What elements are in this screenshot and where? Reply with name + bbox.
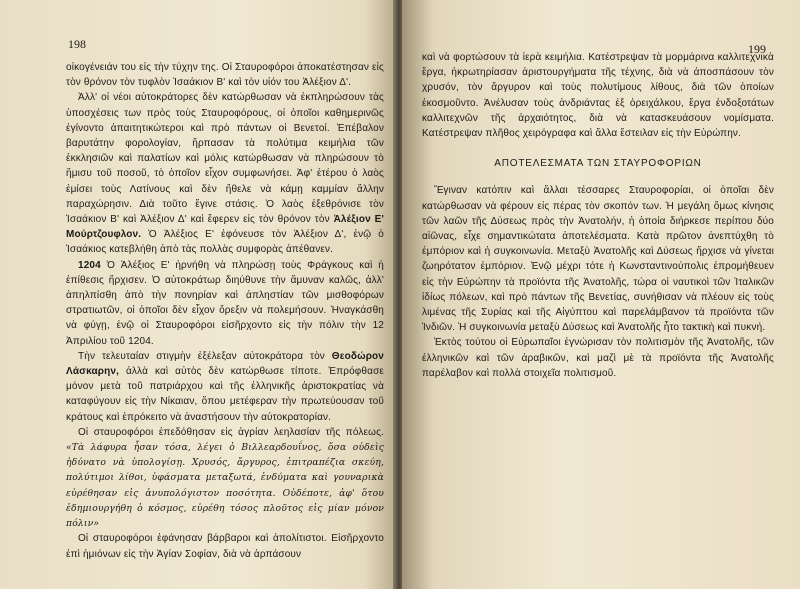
paragraph-text: Ἀλλ' οἱ νέοι αὐτοκράτορες δὲν κατώρθωσαν νὰ ἐκπληρώσουν τὰς ὑποσχέσεις των πρὸς τοὺς Σταυροφόρους, οἱ ὁποῖοι καθημερινῶς ἐγίνοντο ἀπαιτητικώτεροι καὶ πρὸ πάντων οἱ Βενετοί. Ἐπέβαλον βαρυτάτην φορολογίαν, ἥρπασαν τὰ πολύτιμα κειμήλια τῶν ἐκκλησιῶν καὶ παλατίων καὶ μόλις κατώρθωσαν νὰ πληρώσουν τὸ ἥμισυ τοῦ ποσοῦ, τὸ ὁποῖον εἶχον συμφωνήσει. Ἀφ' ἑτέρου ὁ λαὸς ἐμίσει τοὺς Λατίνους καὶ δὲν ἤθελε νὰ κάμῃ καμμίαν ἄλλην παραχώρησιν. Διὰ τοῦτο ἔγινε στάσις. Ὁ λαὸς ἐξεθρόνισε τὸν Ἰσαάκιον Β' καὶ Ἀλέξιον Δ' καὶ ἔφερεν εἰς τὸν θρόνον τὸν <box>66 92 384 226</box>
bold-name: Ἀλέξιον Ε' Μούρτζουφλον. <box>66 214 384 241</box>
left-page-text <box>66 60 384 562</box>
margin-year: 1204 <box>78 259 101 271</box>
paragraph-text: ἀλλὰ καὶ αὐτὸς δὲν κατώρθωσε τίποτε. Ἐπρόφθασε μόνον μετὰ τοῦ πατριάρχου καὶ τῆς ἑλληνικῆς ἀριστοκρατίας νὰ καταφύγουν εἰς τὴν Νίκαιαν, ὅπου μετέφεραν τὴν πρωτεύουσαν τοῦ κράτους καὶ ἐπρόκειτο νὰ ἀναστήσουν τὴν αὐτοκρατορίαν. <box>66 366 384 423</box>
paragraph <box>66 349 384 425</box>
paragraph <box>66 90 384 257</box>
paragraph-text: Οἱ σταυροφόροι ἐπεδόθησαν εἰς ἀγρίαν λεηλασίαν τῆς πόλεως. <box>78 426 384 438</box>
paragraph: καὶ νὰ φορτώσουν τὰ ἱερὰ κειμήλια. Κατέστρεψαν τὰ μορμάρινα καλλιτεχνικὰ ἔργα, ἠκρωτηρίασαν ἀριστουργήματα τῆς τέχνης, διὰ νὰ ἀποσπάσουν τὸν χρυσόν, τὸν ἄργυρον καὶ τοὺς πολυτίμους λίθους, διὰ τῶν ὁποίων ἐκοσμοῦντο. Ἀνέλυσαν τοὺς ἀνδριάντας ἐξ ὀρειχάλκου, ἔργα ἐνδοξοτάτων καλλιτεχνῶν τῆς ἀρχαιότητος, διὰ νὰ κατασκευάσουν νομίσματα. Κατέστρεψαν πλῆθος χειρόγραφα καὶ ἄλλα ἔστειλαν εἰς τὴν Εὐρώπην. <box>422 52 774 140</box>
paragraph: Οἱ σταυροφόροι ἐφάνησαν βάρβαροι καὶ ἀπολίτιστοι. Εἰσῆρχοντο ἐπὶ ἡμιόνων εἰς τὴν Ἁγίαν Σοφίαν, διὰ νὰ ἀρπάσουν <box>66 533 384 560</box>
page-number-left: 198 <box>68 37 86 51</box>
paragraph: Ἐκτὸς τούτου οἱ Εὐρωπαῖοι ἐγνώρισαν τὸν πολιτισμὸν τῆς Ἀνατολῆς, τῶν ἑλληνικῶν καὶ τῶν ἀραβικῶν, καὶ μαζὶ μὲ τὰ προϊόντα τῆς Ἀνατολῆς παρέλαβον καὶ πολλὰ στοιχεῖα πολιτισμοῦ. <box>422 337 774 379</box>
section-heading: ΑΠΟΤΕΛΕΣΜΑΤΑ ΤΩΝ ΣΤΑΥΡΟΦΟΡΙΩΝ <box>494 158 702 170</box>
quotation: «Τὰ λάφυρα ἦσαν τόσα, λέγει ὁ Βιλλεαρδουΐνος, ὅσα οὐδεὶς ἠδύνατο νὰ ὑπολογίσῃ. Χρυσός, ἄργυρος, ἐπιτραπέζια σκεύη, πολύτιμοι λίθοι, ὑφάσματα μεταξωτά, ἐνδύματα καὶ γουναρικὰ εὑρέθησαν εἰς ἀνυπολόγιστον ποσότητα. Οὐδέποτε, ἀφ' ὅτου ἐδημιουργήθη ὁ κόσμος, εὑρέθη τόσος πλοῦτος εἰς μίαν μόνον πόλιν» <box>66 442 384 530</box>
page-number-right: 199 <box>748 42 766 56</box>
bold-name: Θεοδώρον Λάσκαρην, <box>66 350 384 378</box>
paragraph-text: Ὁ Ἀλέξιος Ε' ἐφόνευσε τὸν Ἀλέξιον Δ', ἐνῷ ὁ Ἰσαάκιος κατεβλήθη ἀπὸ τὰς πολλὰς συμφορὰς ἀπέθανεν. <box>66 229 384 256</box>
right-page <box>402 0 800 589</box>
right-page-text <box>422 50 774 381</box>
paragraph <box>66 425 384 531</box>
paragraph: οἰκογένειάν του εἰς τὴν τύχην της. Οἱ Σταυροφόροι ἀποκατέστησαν εἰς τὸν θρόνον τὸν τυφλὸν Ἰσαάκιον Β' καὶ τὸν υἱόν του Ἀλέξιον Δ'. <box>66 62 384 89</box>
paragraph <box>66 258 384 349</box>
paragraph-text: Ὁ Ἀλέξιος Ε' ἠρνήθη νὰ πληρώσῃ τοὺς Φράγκους καὶ ἡ ἐπίθεσις ἤρχισεν. Ὁ αὐτοκράτωρ διηύθυνε τὴν ἄμυναν καλῶς, ἀλλ' ἀπηλπίσθη ἀπὸ τὴν πονηρίαν καὶ ἀπληστίαν τῶν μισθοφόρων στρατιωτῶν, οἱ ὁποῖοι δὲν εἶχον ὄρεξιν νὰ πολεμήσουν. Ἠναγκάσθη νὰ φύγῃ, ἐνῷ οἱ Σταυροφόροι εἰσῆρχοντο εἰς τὴν πόλιν τὴν 12 Ἀπριλίου τοῦ 1204. <box>66 259 384 347</box>
left-page <box>0 0 396 589</box>
paragraph: Ἔγιναν κατόπιν καὶ ἄλλαι τέσσαρες Σταυροφορίαι, οἱ ὁποῖαι δὲν κατώρθωσαν νὰ φέρουν εἰς πέρας τὸν σκοπόν των. Ἡ μεγάλη ὅμως κίνησις τῶν λαῶν τῆς Δύσεως πρὸς τὴν Ἀνατολήν, ἡ ὁποία διήρκεσε περίπου δύο αἰῶνας, εἶχε σημαντικώτατα ἀποτελέσματα. Κατὰ πρῶτον ἀνεπτύχθη τὸ ἐμπόριον καὶ ἡ συγκοινωνία. Μεταξὺ Ἀνατολῆς καὶ Δύσεως ἤρχισε νὰ γίνεται ζωηρότατον ἐμπόριον. Ἐνῷ μέχρι τότε ἡ Κωνσταντινούπολις ἐπρομήθευεν εἰς τὴν Εὐρώπην τὰ προϊόντα τῆς Ἀνατολῆς, τώρα οἱ ναυτικοὶ τῶν Ἰταλικῶν ἰδίως πόλεων, καὶ πρὸ πάντων τῆς Βενετίας, συνήθισαν νὰ πλέουν εἰς τοὺς λιμένας τῆς Συρίας καὶ τῆς Αἰγύπτου καὶ παρελάμβανον τὰ προϊόντα τῶν Ἰνδιῶν. Ἡ συγκοινωνία μεταξὺ Δύσεως καὶ Ἀνατολῆς ἦτο τακτικὴ καὶ πυκνή. <box>422 185 774 334</box>
paragraph-text: Τὴν τελευταίαν στιγμὴν ἐξέλεξαν αὐτοκράτορα τὸν <box>78 350 325 362</box>
